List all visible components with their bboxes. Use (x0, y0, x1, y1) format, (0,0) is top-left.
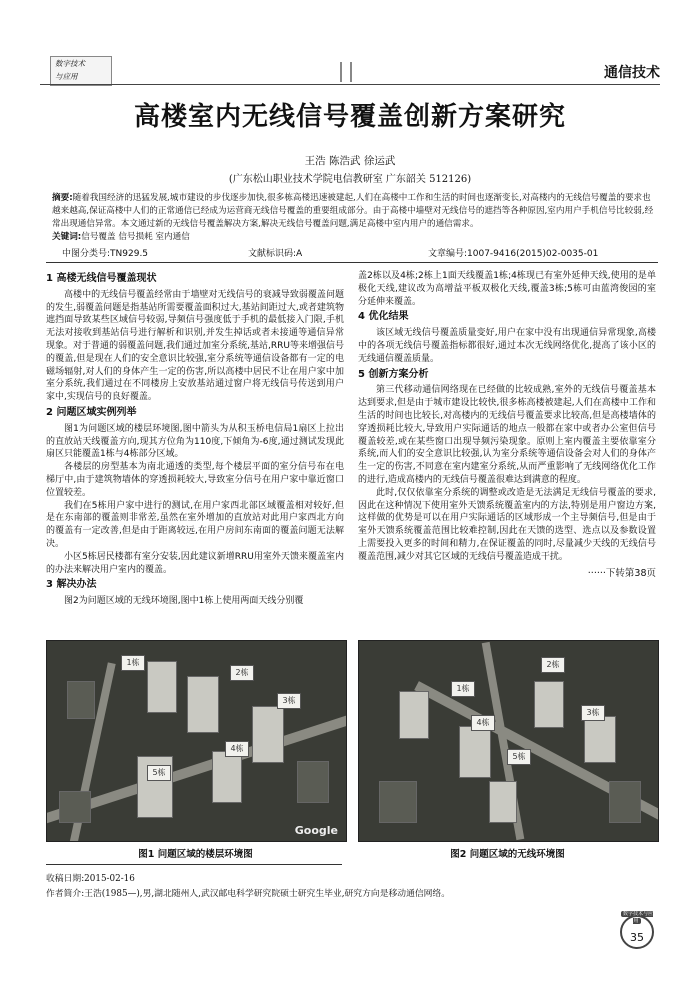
page-header (40, 48, 660, 84)
fig2-label-5: 5栋 (507, 749, 531, 765)
figure-1-caption: 图1 问题区域的楼层环境图 (138, 849, 253, 860)
article-authors: 王浩 陈浩武 徐运武 (304, 155, 396, 167)
section-5-paragraph-1: 第三代移动通信网络现在已经做的比较成熟,室外的无线信号覆盖基本达到要求,但是由于城市建设比较快,很多栋高楼被建起,人们在高楼中工作和生活的时间也比较长,对高楼内的无线信号覆盖要求比较高,但是高楼墙体的穿透损耗比较大,导致用户实际通话的地点一般都在家中或者办公室但信号覆盖较差,或在某些窗口出现导频污染现象。原则上室内覆盖主要依靠室分系统,而人们的安全意识比较强,认为室分系统等通信设备会对人们的身体产生一定的伤害,不同意在室内建室分系统,从而严重影响了无线网络优化工作的进行,造成高楼内的无线信号覆盖很难达到满意的程度。 (358, 385, 656, 485)
fig1-label-1: 1栋 (121, 655, 145, 671)
header-bars (340, 62, 360, 86)
abstract-divider (46, 262, 658, 263)
fig1-label-3: 3栋 (277, 693, 301, 709)
journal-logo (50, 56, 112, 86)
section-3-title: 3 解决办法 (46, 579, 97, 591)
section-3-paragraph: 图2为问题区域的无线环境图,图中1栋上使用两面天线分别覆 (64, 596, 304, 607)
left-column (46, 270, 344, 608)
continued-note: ······下转第38页 (587, 567, 656, 579)
section-1-title: 1 高楼无线信号覆盖现状 (46, 273, 157, 284)
received-date: 收稿日期:2015-02-16 (46, 874, 135, 884)
section-name: 通信技术 (604, 65, 660, 81)
fig2-label-2: 2栋 (541, 657, 565, 673)
section-3-continued: 盖2栋以及4栋;2栋上1面天线覆盖1栋;4栋现已有室外延伸天线,使用的是单极化天线,建议改为高增益平板双极化天线,覆盖3栋;5栋可由蓝湾俊园的室分延伸来覆盖。 (358, 271, 656, 307)
journal-name-line1: 数字技术 (55, 59, 85, 68)
section-5-paragraph-2: 此时,仅仅依靠室分系统的调整或改造是无法满足无线信号覆盖的要求,因此在这种情况下使用室外天馈系统覆盖室内的方法,特别是用户窗边方案,这样做的优势是可以在用户实际通话的区域形成一个主导频信号,但是由于室外天馈系统覆盖范围比较难控制,因此在天馈的选型、选点以及参数设置上需要投入更多的时间和精力,在保证覆盖的同时,尽量减少天线的无线信号覆盖范围,减少对其它区域的无线信号覆盖造成干扰。 (358, 487, 656, 562)
fig1-label-2: 2栋 (230, 665, 254, 681)
footnote-rule (46, 864, 342, 865)
article-title: 高楼室内无线信号覆盖创新方案研究 (133, 102, 566, 132)
abstract-block (52, 192, 654, 244)
section-4-title: 4 优化结果 (358, 311, 409, 323)
article-affiliation: (广东松山职业技术学院电信教研室 广东韶关 512126) (228, 174, 472, 185)
article-number: 文章编号:1007-9416(2015)02-0035-01 (428, 249, 599, 259)
google-watermark: Google (294, 824, 338, 837)
abstract-text: 随着我国经济的迅猛发展,城市建设的步伐逐步加快,很多栋高楼迅速被建起,人们在高楼中工作和生活的时间也逐渐变长,对高楼内的无线信号覆盖的要求也越来越高,保证高楼中人们的正常通信已经成为运营商无线信号覆盖的重要组成部分。由于高楼中墙壁对无线信号的遮挡等各种原因,室内用户手机信号比较弱,经常出现通信异常。本文通过新的无线信号覆盖解决方案,解决无线信号覆盖问题,满足高楼中室内用户的通信需求。 (52, 193, 654, 229)
fig2-label-4: 4栋 (471, 715, 495, 731)
clc-number: 中图分类号:TN929.5 (62, 249, 149, 259)
section-4-paragraph: 该区域无线信号覆盖质量变好,用户在家中没有出现通信异常现象,高楼中的各项无线信号覆盖指标都很好,通过本次无线网络优化,提高了该小区的无线通信覆盖质量。 (358, 328, 656, 364)
section-2-paragraph-4: 小区5栋居民楼都有室分安装,因此建议新增RRU用室外天馈来覆盖室内的办法来解决用户室内的覆盖。 (46, 551, 344, 575)
figure-1-aerial-image (46, 640, 347, 842)
right-column (358, 270, 656, 580)
section-1-paragraph: 高楼中的无线信号覆盖经常由于墙壁对无线信号的衰减导致弱覆盖问题的发生,弱覆盖问题是指基站所需要覆盖面积过大,基站间距过大,或者建筑物遮挡面导致某些区域信号较弱,导频信号强度低于手机的最低接入门限,手机无法对接收到基站信号进行解析和识别,并发生掉话或者未接通等通信异常现象。对于普通的弱覆盖问题,我们通过加室分系统,基站,RRU等来增强信号的覆盖,但是现在人们的安全意识比较强,室分系统等通信设备都有一定的电磁场辐射,对人们的身体产生一定的伤害,所以高楼中居民不让在用户家中加室分系统,我们通过在不同楼房上安放基站通过窗户将无线信号传送到用户家中,实现信号的良好覆盖。 (46, 289, 344, 403)
journal-name-line2: 与应用 (55, 72, 78, 81)
abstract-label: 摘要: (52, 193, 73, 203)
document-code: 文献标识码:A (248, 249, 303, 259)
fig1-label-4: 4栋 (225, 741, 249, 757)
section-5-title: 5 创新方案分析 (358, 368, 429, 380)
header-rule (40, 84, 660, 85)
fig1-label-5: 5栋 (147, 765, 171, 781)
section-2-paragraph-1: 图1为问题区域的楼层环境图,图中箭头为从积玉桥电信局1扇区上拉出的直放站天线覆盖方向,现其方位角为110度,下倾角为-6度,通过测试发现此扇区只能覆盖1栋与4栋部分区域。 (46, 423, 344, 460)
figure-2-caption: 图2 问题区域的无线环境图 (450, 849, 565, 860)
fig2-label-1: 1栋 (451, 681, 475, 697)
page-number: 35 (620, 915, 654, 949)
fig2-label-3: 3栋 (581, 705, 605, 721)
page-badge: 数字技术与应用 (622, 911, 653, 924)
figure-2-aerial-image (358, 640, 659, 842)
section-2-paragraph-2: 各楼层的房型基本为南北通透的类型,每个楼层平面的室分信号布在电梯厅中,由于建筑物墙体的穿透损耗较大,导致室分信号在用户家中靠近窗口位置较差。 (46, 462, 344, 498)
keywords-text: 信号覆盖 信号损耗 室内通信 (81, 232, 190, 242)
keywords-label: 关键词: (52, 232, 82, 242)
section-2-paragraph-3: 我们在5栋用户家中进行的测试,在用户家西北部区域覆盖相对较好,但是在东南部的覆盖则非常差,虽然在室外增加的直放站对此用户家西北方向的覆盖有一定改善,但是由于距离较远,在用户房间东南面的覆盖问题无法解决。 (46, 500, 344, 549)
author-bio: 作者简介:王浩(1985—),男,湖北随州人,武汉邮电科学研究院硕士研究生毕业,研究方向是移动通信网络。 (46, 889, 451, 899)
section-2-title: 2 问题区域实例列举 (46, 406, 137, 418)
